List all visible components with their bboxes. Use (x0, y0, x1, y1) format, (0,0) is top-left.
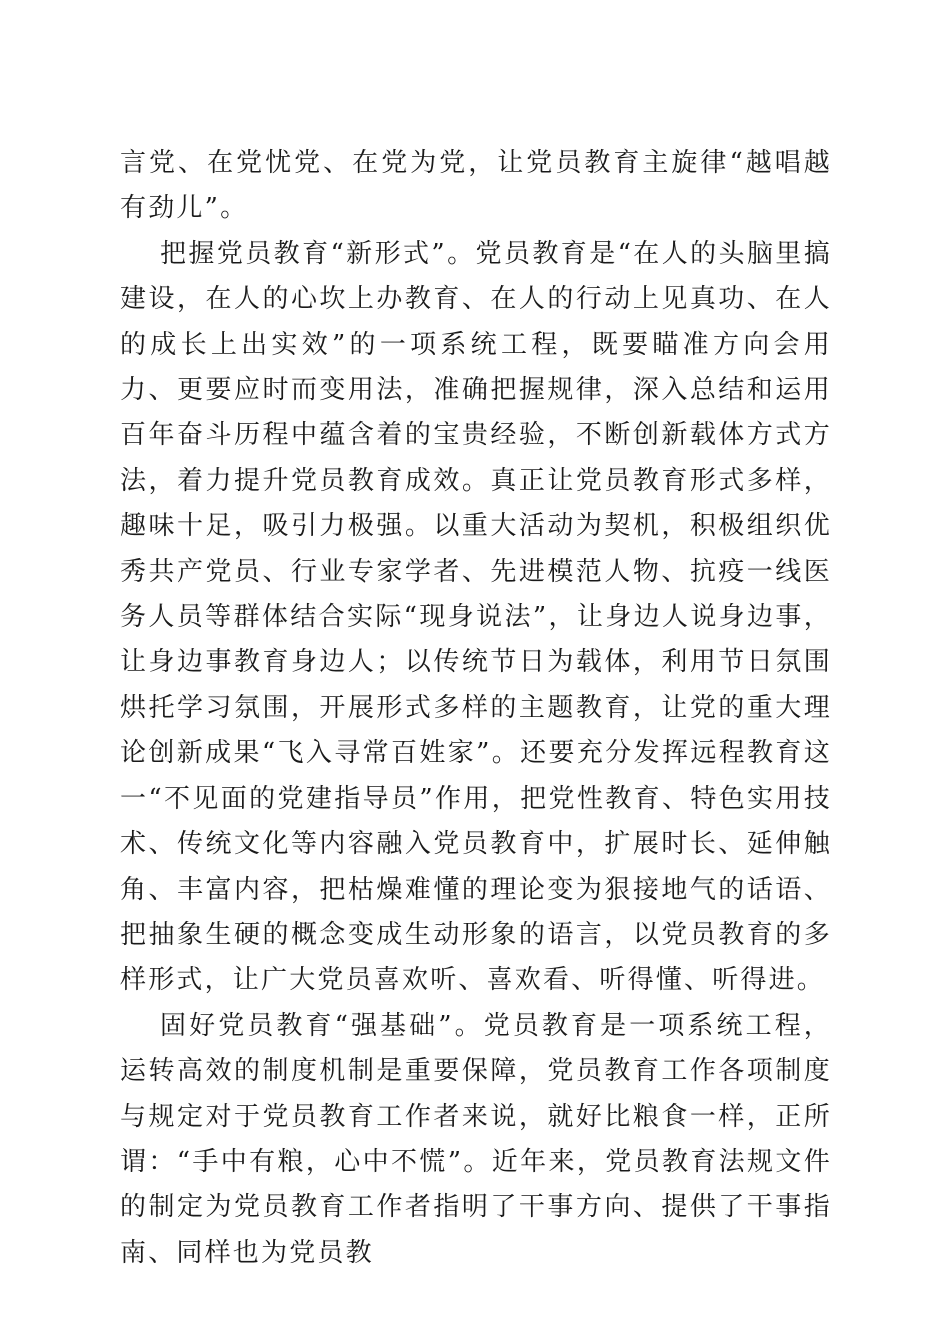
paragraph-continuation: 言党、在党忧党、在党为党，让党员教育主旋律“越唱越有劲儿”。 (120, 148, 832, 224)
paragraph-strong-foundation: 固好党员教育“强基础”。党员教育是一项系统工程，运转高效的制度机制是重要保障，党员教育工作各项制度与规定对于党员教育工作者来说，就好比粮食一样，正所谓：“手中有粮，心中不慌”。近年来，党员教育法规文件的制定为党员教育工作者指明了干事方向、提供了干事指南、同样也为党员教 (120, 1010, 832, 1268)
body-text (120, 141, 832, 1276)
paragraph-new-form: 把握党员教育“新形式”。党员教育是“在人的头脑里搞建设，在人的心坎上办教育、在人的行动上见真功、在人的成长上出实效”的一项系统工程，既要瞄准方向会用力、更要应时而变用法，准确把握规律，深入总结和运用百年奋斗历程中蕴含着的宝贵经验，不断创新载体方式方法，着力提升党员教育成效。真正让党员教育形式多样，趣味十足，吸引力极强。以重大活动为契机，积极组织优秀共产党员、行业专家学者、先进模范人物、抗疫一线医务人员等群体结合实际“现身说法”，让身边人说身边事，让身边事教育身边人；以传统节日为载体，利用节日氛围烘托学习氛围，开展形式多样的主题教育，让党的重大理论创新成果“飞入寻常百姓家”。还要充分发挥远程教育这一“不见面的党建指导员”作用，把党性教育、特色实用技术、传统文化等内容融入党员教育中，扩展时长、延伸触角、丰富内容，把枯燥难懂的理论变为狠接地气的话语、把抽象生硬的概念变成生动形象的语言，以党员教育的多样形式，让广大党员喜欢听、喜欢看、听得懂、听得进。 (120, 238, 832, 996)
